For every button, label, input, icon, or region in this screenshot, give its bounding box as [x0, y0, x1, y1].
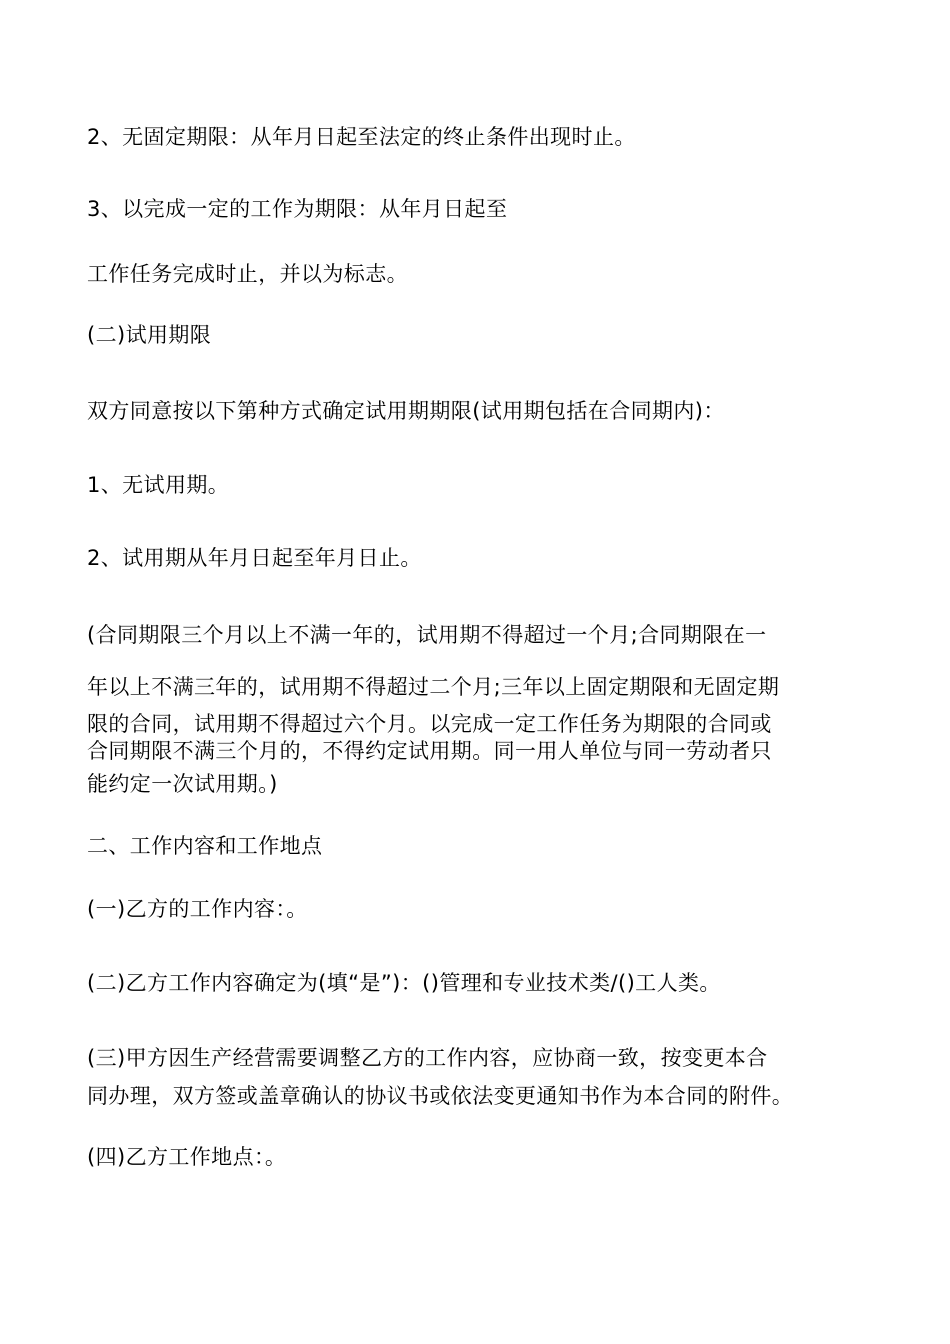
text-line: 限的合同，试用期不得超过六个月。以完成一定工作任务为期限的合同或 — [87, 712, 772, 736]
text-line: 年以上不满三年的，试用期不得超过二个月;三年以上固定期限和无固定期 — [87, 675, 780, 699]
text-line: 1、无试用期。 — [87, 473, 230, 497]
text-line: 合同期限不满三个月的，不得约定试用期。同一用人单位与同一劳动者只 — [87, 739, 772, 763]
text-line: (合同期限三个月以上不满一年的，试用期不得超过一个月;合同期限在一 — [87, 623, 767, 647]
text-line: 能约定一次试用期。) — [87, 772, 278, 796]
text-line: (四)乙方工作地点：。 — [87, 1145, 287, 1169]
text-line: 双方同意按以下第种方式确定试用期期限(试用期包括在合同期内)： — [87, 399, 725, 423]
text-line: 3、以完成一定的工作为期限：从年月日起至 — [87, 197, 508, 221]
text-line: 2、试用期从年月日起至年月日止。 — [87, 546, 422, 570]
text-line: (三)甲方因生产经营需要调整乙方的工作内容，应协商一致，按变更本合 — [87, 1046, 768, 1070]
text-line: (一)乙方的工作内容：。 — [87, 897, 308, 921]
text-line: 2、无固定期限：从年月日起至法定的终止条件出现时止。 — [87, 125, 636, 149]
text-line: (二)乙方工作内容确定为(填“是”)：()管理和专业技术类/()工人类。 — [87, 971, 721, 995]
section-heading: (二)试用期限 — [87, 323, 212, 347]
text-line: 同办理，双方签或盖章确认的协议书或依法变更通知书作为本合同的附件。 — [87, 1084, 794, 1108]
section-heading: 二、工作内容和工作地点 — [87, 834, 323, 858]
text-line: 工作任务完成时止，并以为标志。 — [87, 262, 408, 286]
